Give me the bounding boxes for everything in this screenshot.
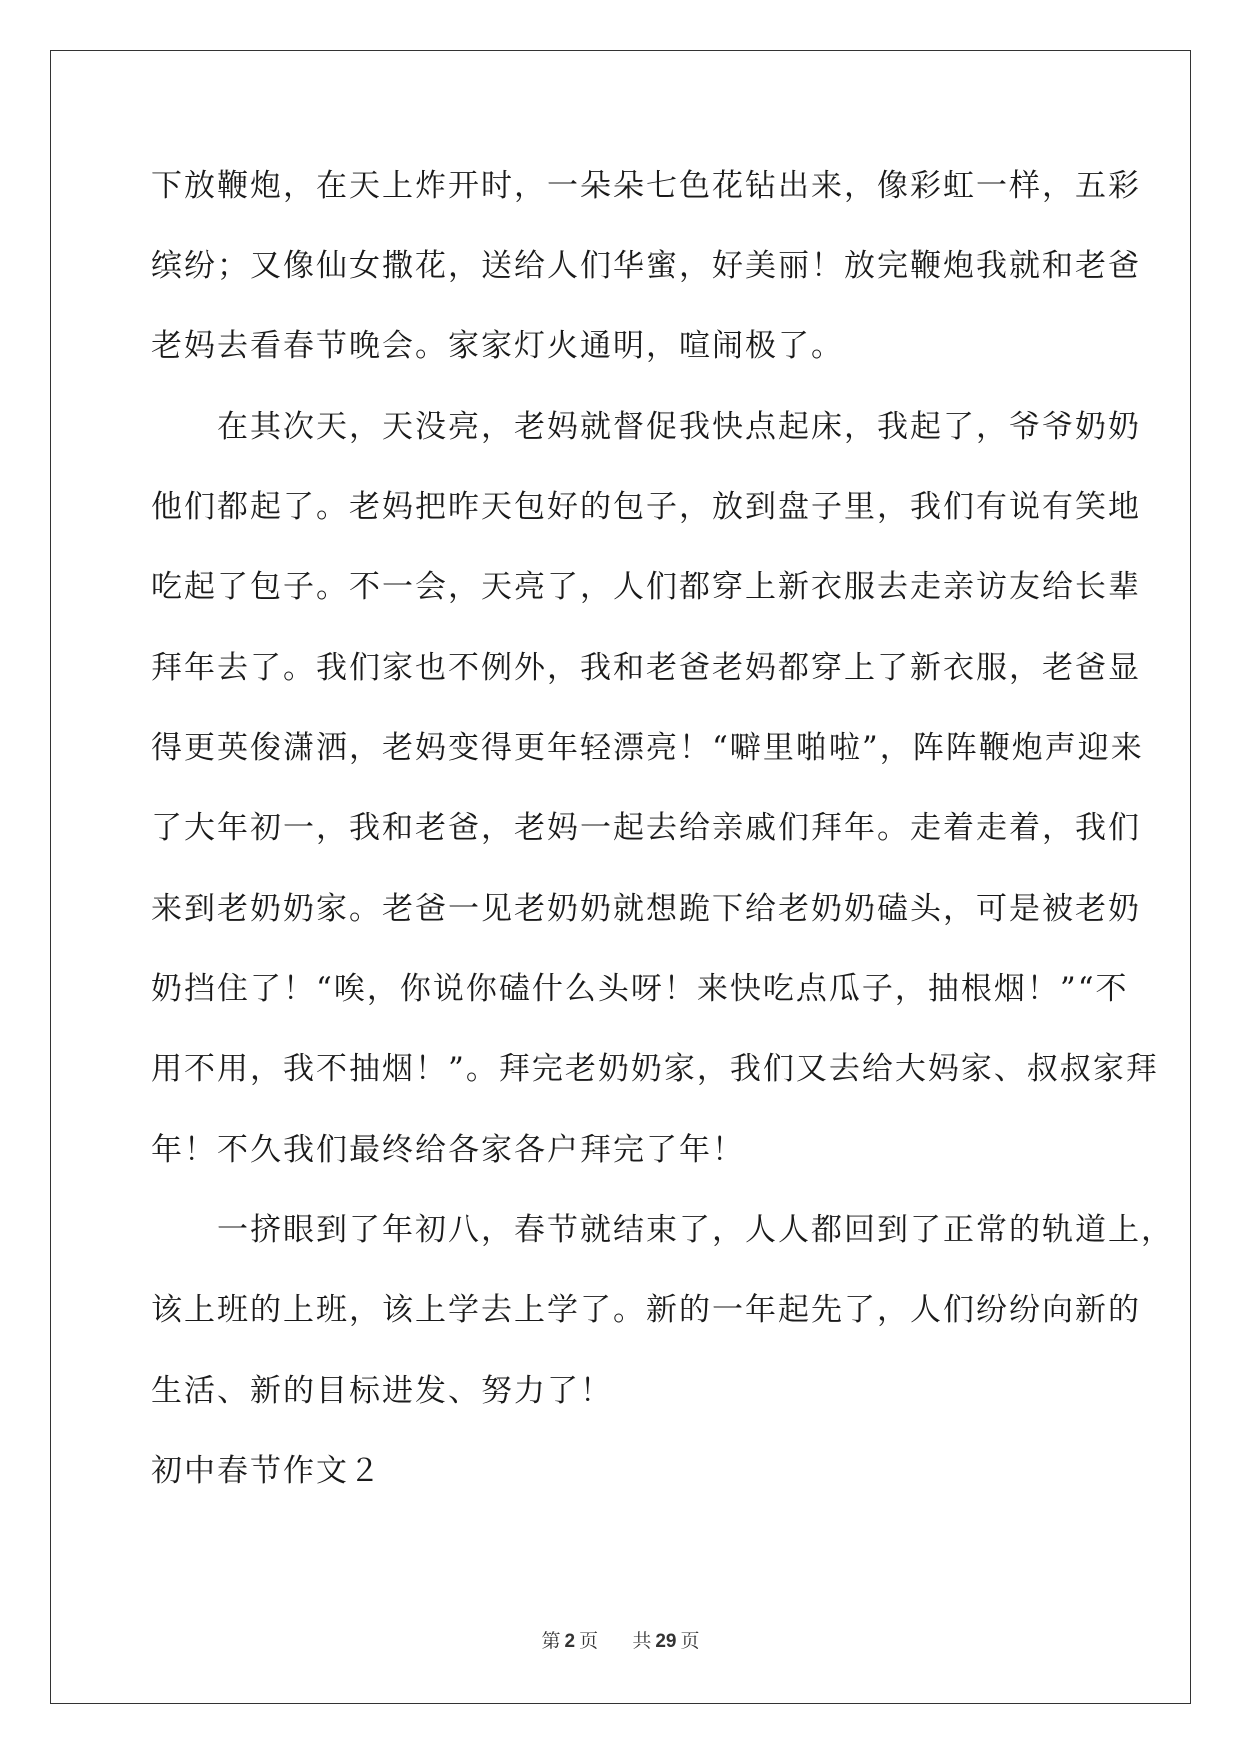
text-line: 老妈去看春节晚会。家家灯火通明，喧闹极了。 [151,328,844,364]
text-line: 缤纷；又像仙女撒花，送给人们华蜜，好美丽！放完鞭炮我就和老爸 [151,248,1141,284]
footer-prefix: 第 [541,1630,561,1652]
text-line: 该上班的上班，该上学去上学了。新的一年起先了，人们纷纷向新的 [151,1292,1141,1328]
footer-total-prefix: 共 [632,1630,652,1652]
text-line: 来到老奶奶家。老爸一见老奶奶就想跪下给老奶奶磕头，可是被老奶 [151,891,1141,927]
text-line: 在其次天，天没亮，老妈就督促我快点起床，我起了，爷爷奶奶 [151,409,1141,445]
text-line: 生活、新的目标进发、努力了！ [151,1373,613,1409]
total-pages: 29 [655,1631,677,1652]
text-line: 下放鞭炮，在天上炸开时，一朵朵七色花钻出来，像彩虹一样，五彩 [151,168,1141,204]
footer-total-suffix: 页 [680,1630,700,1652]
text-line: 吃起了包子。不一会，天亮了，人们都穿上新衣服去走亲访友给长辈 [151,569,1141,605]
text-line: 用不用，我不抽烟！”。拜完老奶奶家，我们又去给大妈家、叔叔家拜 [151,1051,1159,1087]
text-line: 年！不久我们最终给各家各户拜完了年！ [151,1132,745,1168]
text-line: 一挤眼到了年初八，春节就结束了，人人都回到了正常的轨道上， [151,1212,1174,1248]
section-heading: 初中春节作文２ [151,1453,382,1489]
text-line: 得更英俊潇洒，老妈变得更年轻漂亮！“噼里啪啦”，阵阵鞭炮声迎来 [151,730,1144,766]
footer-page-suffix: 页 [579,1630,599,1652]
text-line: 了大年初一，我和老爸，老妈一起去给亲戚们拜年。走着走着，我们 [151,810,1141,846]
text-line: 他们都起了。老妈把昨天包好的包子，放到盘子里，我们有说有笑地 [151,489,1141,525]
text-line: 奶挡住了！“唉，你说你磕什么头呀！来快吃点瓜子，抽根烟！”“不 [151,971,1129,1007]
page-number: 2 [564,1631,576,1652]
page-footer [0,1626,1241,1653]
text-line: 拜年去了。我们家也不例外，我和老爸老妈都穿上了新衣服，老爸显 [151,650,1141,686]
